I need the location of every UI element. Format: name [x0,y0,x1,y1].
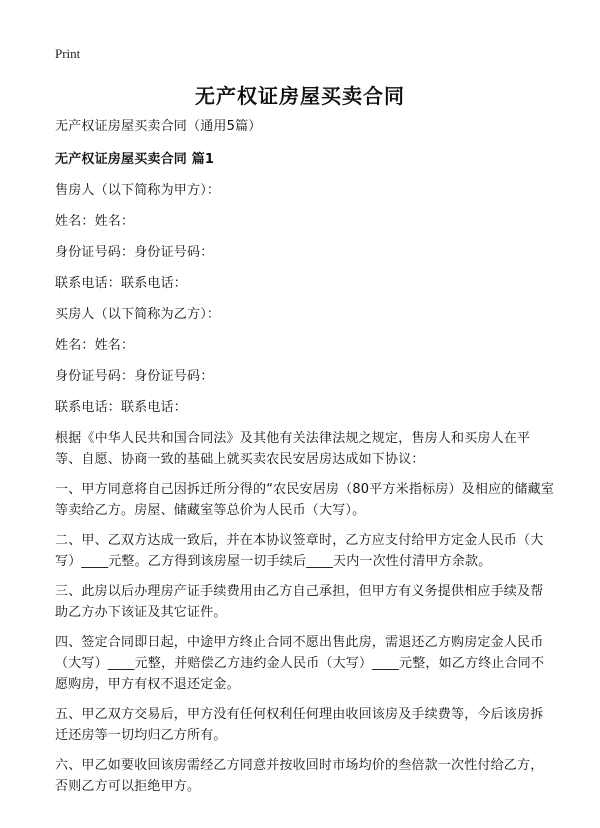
clause-2: 二、甲、乙双方达成一致后，并在本协议签章时，乙方应支付给甲方定金人民币（大写）____元整。乙方得到该房屋一切手续后____天内一次性付清甲方余款。 [55,533,544,569]
buyer-phone-field: 联系电话：联系电话： [55,400,188,415]
clause-5: 五、甲乙双方交易后，甲方没有任何权利任何理由收回该房及手续费等，今后该房拆迁还房等一切均归乙方所有。 [55,707,544,743]
section-heading: 无产权证房屋买卖合同 篇1 [55,152,215,167]
print-link[interactable]: Print [55,46,81,61]
seller-phone-field: 联系电话：联系电话： [55,276,188,291]
clause-6: 六、甲乙如要收回该房需经乙方同意并按收回时市场均价的叁倍款一次性付给乙方，否则乙方可以拒绝甲方。 [55,758,544,794]
document-body [55,116,555,806]
seller-id-field: 身份证号码：身份证号码： [55,245,214,260]
buyer-name-field: 姓名：姓名： [55,338,135,353]
clause-4: 四、签定合同即日起，中途甲方终止合同不愿出售此房，需退还乙方购房定金人民币（大写）____元整，并赔偿乙方违约金人民币（大写）____元整，如乙方终止合同不愿购房，甲方有权不退还定金。 [55,635,545,692]
document-title: 无产权证房屋买卖合同 [195,84,405,108]
clause-3: 三、此房以后办理房产证手续费用由乙方自己承担，但甲方有义务提供相应手续及帮助乙方办下该证及其它证件。 [55,584,544,620]
document-subtitle: 无产权证房屋买卖合同（通用5篇） [55,119,262,134]
buyer-intro: 买房人（以下简称为乙方）： [55,307,221,322]
seller-intro: 售房人（以下简称为甲方）： [55,183,221,198]
buyer-id-field: 身份证号码：身份证号码： [55,369,214,384]
clause-1: 一、甲方同意将自己因拆迁所分得的“农民安居房（80平方米指标房）及相应的储藏室等卖给乙方。房屋、储藏室等总价为人民币（大写）。 [55,482,555,518]
preamble-paragraph: 根据《中华人民共和国合同法》及其他有关法律法规之规定，售房人和买房人在平等、自愿、协商一致的基础上就买卖农民安居房达成如下协议： [55,431,531,467]
seller-name-field: 姓名：姓名： [55,214,135,229]
